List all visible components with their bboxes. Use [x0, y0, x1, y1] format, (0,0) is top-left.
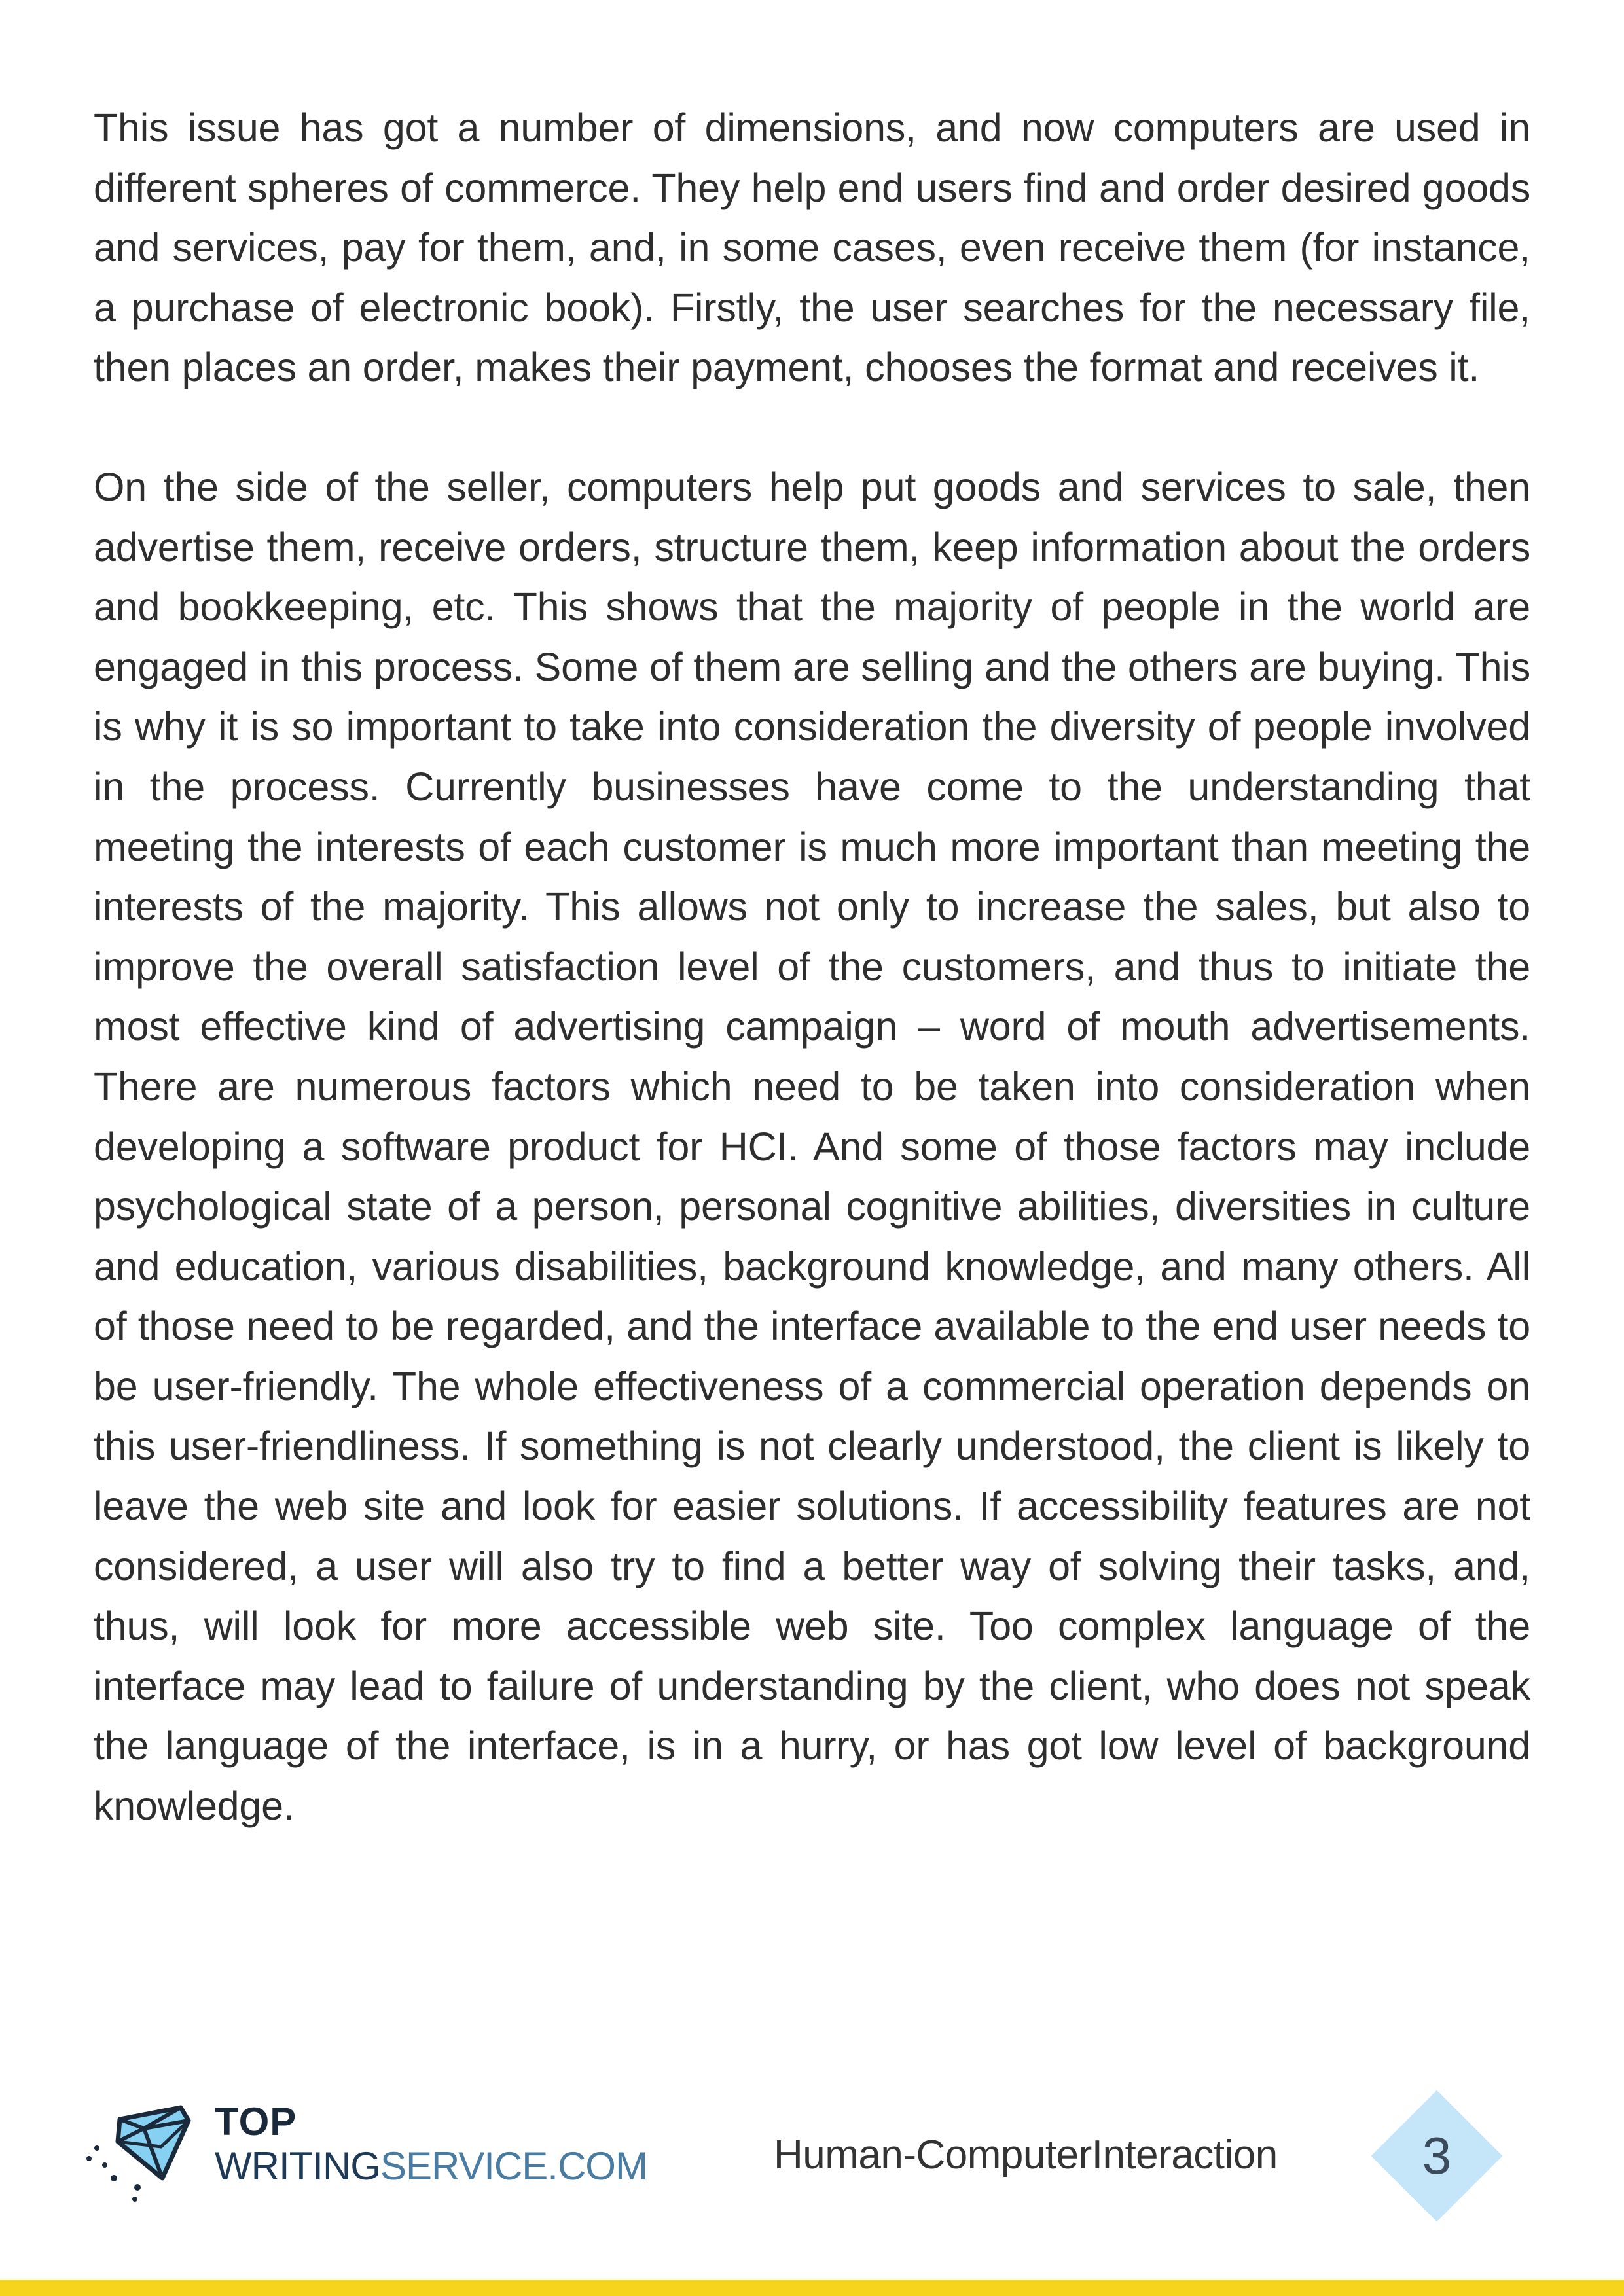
- brand-line-top: TOP: [215, 2100, 297, 2144]
- paragraph-1: This issue has got a number of dimensions, and now computers are used in different spheres of commerce. They help end users find and order desired goods and services, pay for them, and, in some cases, even receive them (for instance, a purchase of electronic book). Firstly, the user searches for the necessary file, then places an order, makes their payment, chooses the format and receives it.: [94, 105, 1530, 390]
- page-number: 3: [1422, 2126, 1452, 2185]
- document-title: Human-ComputerInteraction: [774, 2132, 1278, 2178]
- brand-writing: WRITING: [215, 2144, 380, 2188]
- diamond-icon: [84, 2101, 195, 2206]
- brand-line-bottom: [215, 2143, 647, 2190]
- footer-accent-bar: [0, 2280, 1624, 2296]
- brand-logo: [84, 2101, 673, 2206]
- brand-service: SERVICE.COM: [380, 2144, 647, 2188]
- page-number-badge: [1371, 2090, 1502, 2221]
- brand-wordmark: [215, 2101, 647, 2190]
- page-body: [94, 98, 1530, 1837]
- page-footer: [0, 2081, 1624, 2232]
- paragraph-2: On the side of the seller, computers help put goods and services to sale, then advertise them, receive orders, structure them, keep information about the orders and bookkeeping, etc. This shows that the majority of people in the world are engaged in this process. Some of them are selling and the others are buying. This is why it is so important to take into consideration the diversity of people involved in the process. Currently businesses have come to the understanding that meeting the interests of each customer is much more important than meeting the interests of the majority. This allows not only to increase the sales, but also to improve the overall satisfaction level of the customers, and thus to initiate the most effective kind of advertising campaign – word of mouth advertisements. There are numerous factors which need to be taken into consideration when developing a software product for HCI. And some of those factors may include psychological state of a person, personal cognitive abilities, diversities in culture and education, various disabilities, background knowledge, and many others. All of those need to be regarded, and the interface available to the end user needs to be user-friendly. The whole effectiveness of a commercial operation depends on this user-friendliness. If something is not clearly understood, the client is likely to leave the web site and look for easier solutions. If accessibility features are not considered, a user will also try to find a better way of solving their tasks, and, thus, will look for more accessible web site. Too complex language of the interface may lead to failure of understanding by the client, who does not speak the language of the interface, is in a hurry, or has got low level of background knowledge.: [94, 464, 1530, 1829]
